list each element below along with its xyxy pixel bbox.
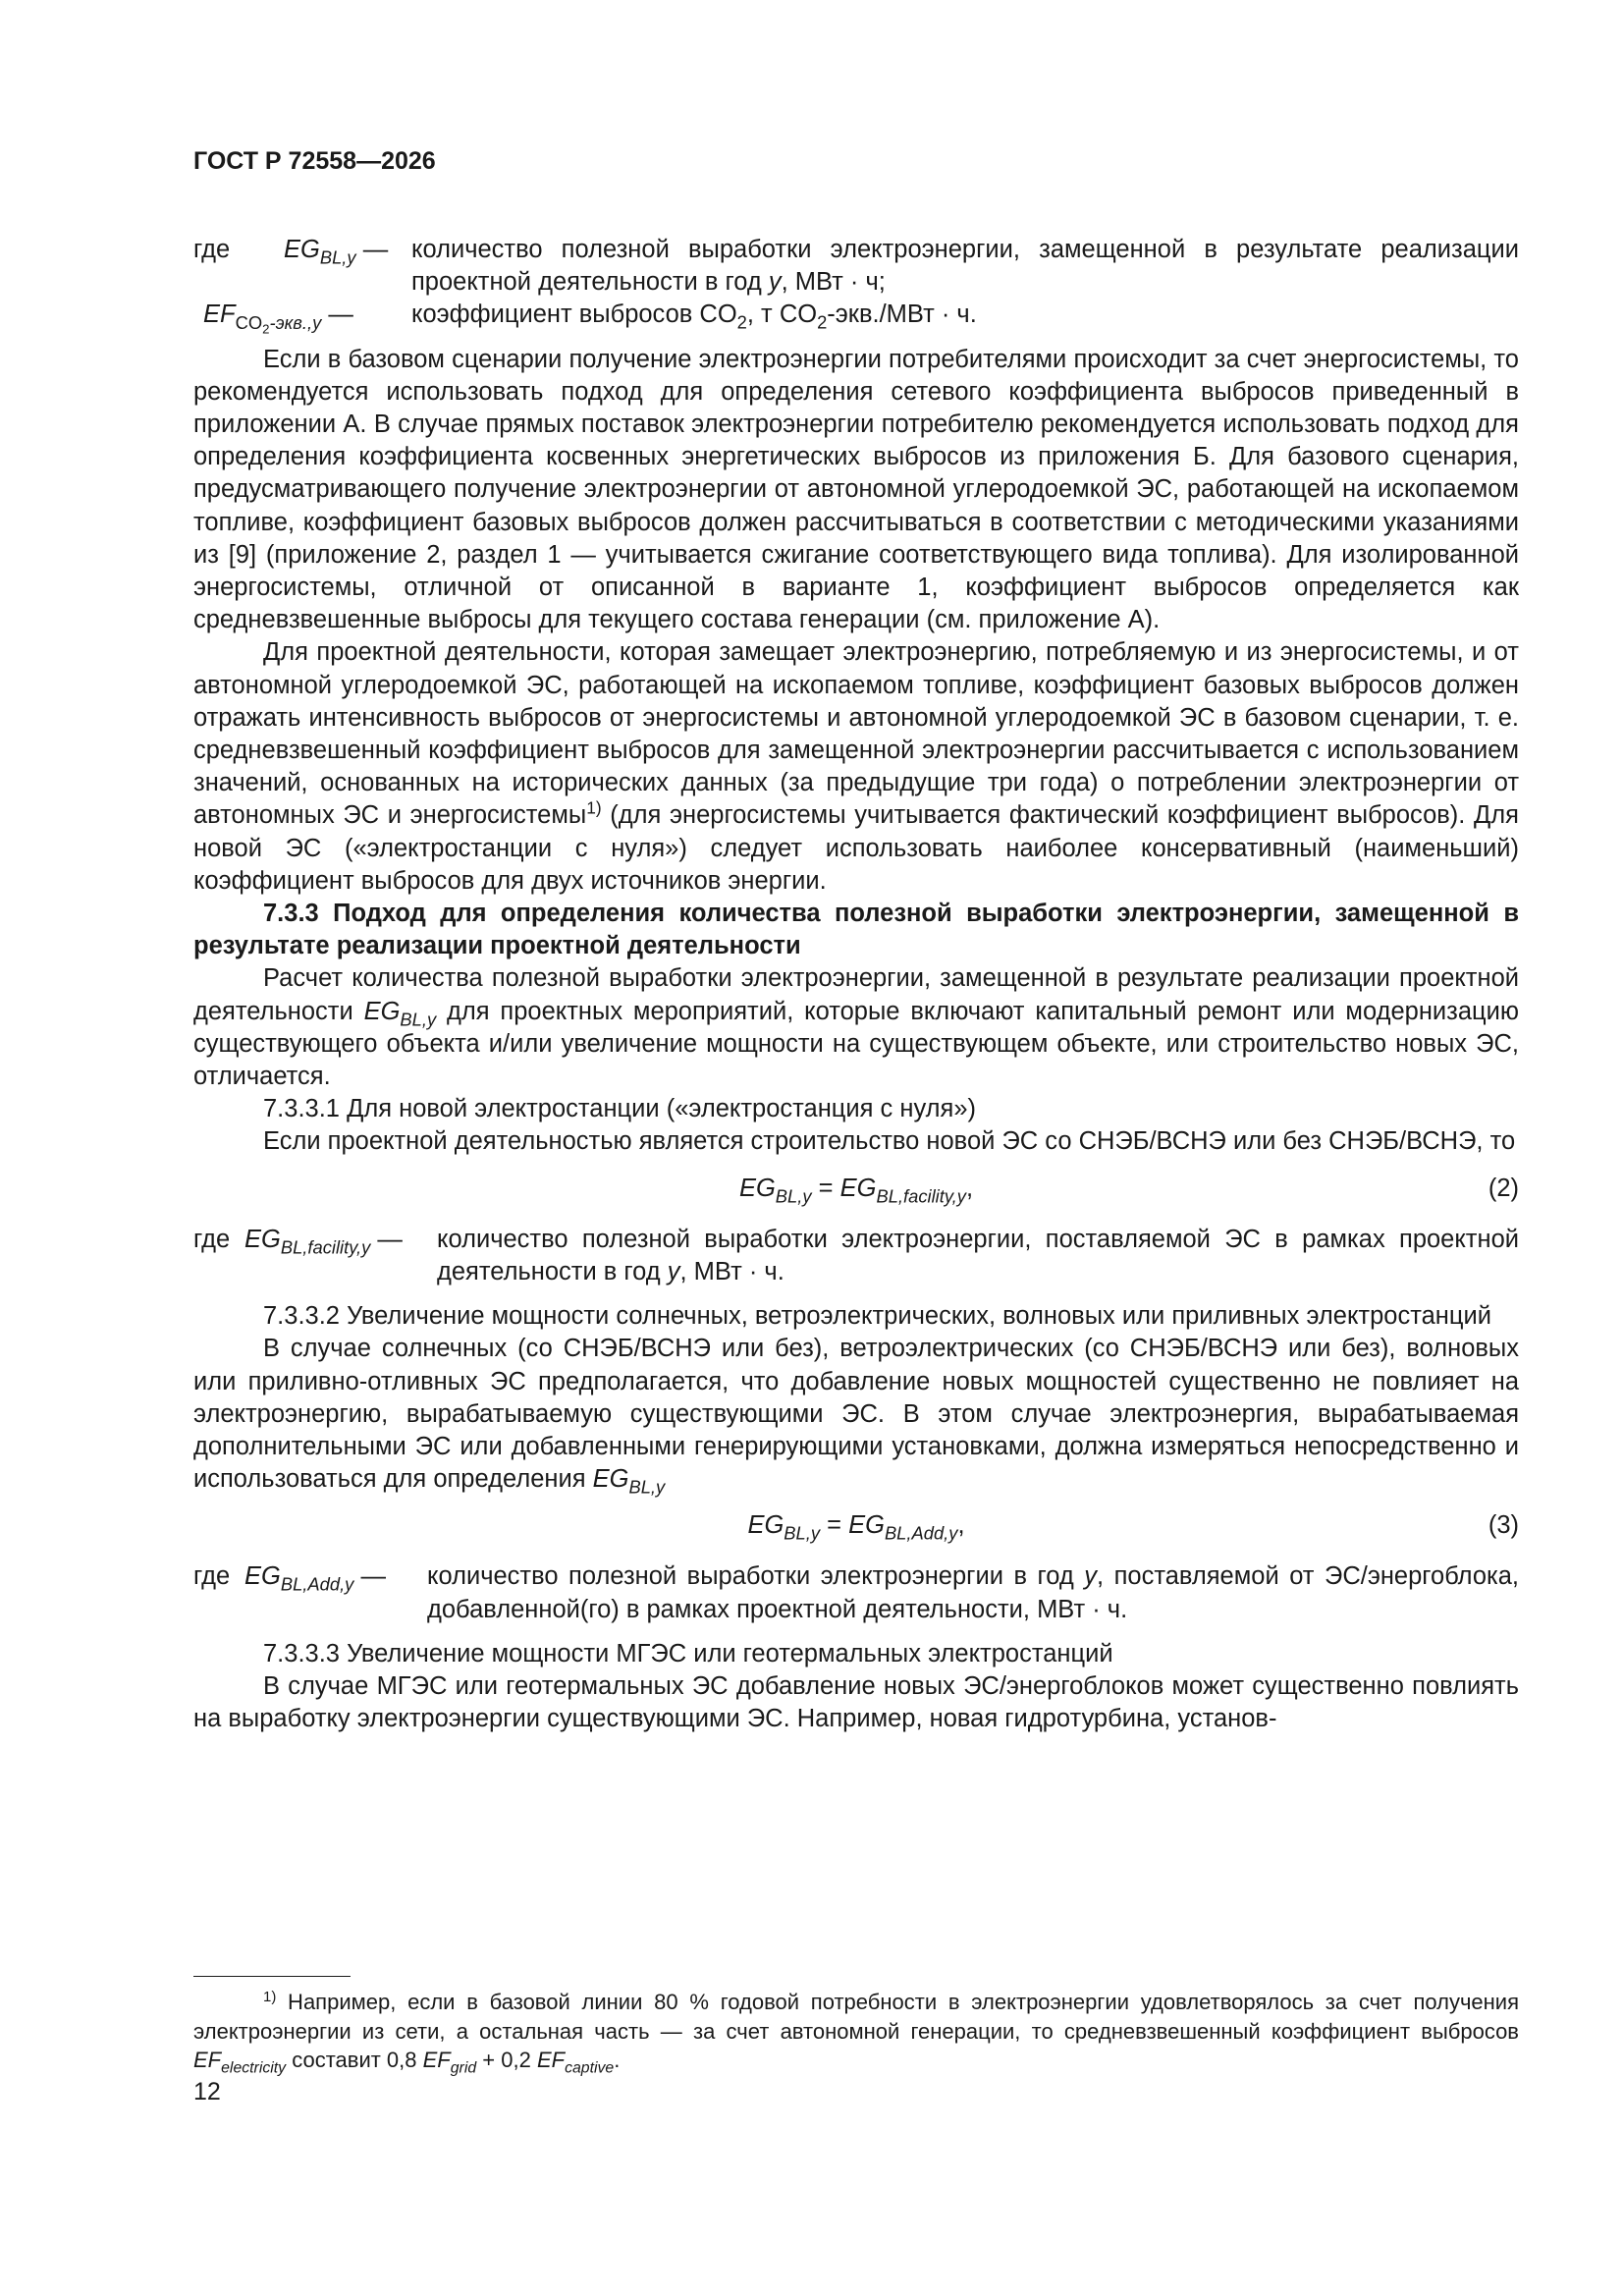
def-text-b: , МВт · ч. [679, 1257, 784, 1285]
footnote-text-a: Например, если в базовой линии 80 % годовой потребности в электроэнергии удовлетворялось за счет получения электроэнергии из сети, а остальная часть — за счет автономной генерации, то средневзвешенный коэффициент выбросов [193, 1990, 1519, 2044]
eq-sign: = [811, 1174, 840, 1202]
where-label: где [193, 1225, 231, 1253]
def-text-y: y [1084, 1562, 1097, 1591]
def-text-b: , поставляемой от ЭС/энергоблока, добавленной(го) в рамках проектной деятельности, МВт · ч. [427, 1562, 1519, 1623]
definition-eg-add [193, 1560, 1519, 1625]
footnote-text-c: + 0,2 [476, 2048, 537, 2072]
def-text-sub: 2 [736, 311, 747, 333]
symbol-var: EG [244, 1225, 281, 1253]
symbol-sub: grid [450, 2059, 477, 2077]
symbol-var: EF [536, 2048, 566, 2072]
dash: — [362, 236, 389, 263]
equation-3-body [193, 1509, 1519, 1542]
eq-sign: = [820, 1511, 849, 1540]
subsection-title-7-3-3-2: 7.3.3.2 Увеличение мощности солнечных, ветроэлектрических, волновых или приливных электростанций [263, 1302, 1491, 1331]
paragraph-2 [193, 636, 1519, 898]
paragraph-3-b: для проектных мероприятий, которые включают капитальный ремонт или модернизацию существующего объекта и/или увеличение мощности на существующем объекте, или строительство новых ЭС, отличается. [193, 997, 1519, 1091]
subsection-title-7-3-3-1: 7.3.3.1 Для новой электростанции («электростанция с нуля») [263, 1095, 977, 1123]
definition-ef-co2 [193, 299, 1519, 337]
definition-symbol [244, 1224, 437, 1288]
symbol-sub: BL,Add,y [280, 1573, 354, 1595]
equation-number: (2) [1488, 1174, 1519, 1202]
symbol-var: EG [363, 997, 401, 1025]
document-header: ГОСТ Р 72558—2026 [193, 147, 436, 175]
paragraph-2-b: (для энергосистемы учитывается фактический коэффициент выбросов). Для новой ЭС («электростанции с нуля») следует использовать наиболее консервативный (наименьший) коэффициент выбросов для двух источников энергии. [193, 801, 1519, 895]
symbol-sub: BL,y [628, 1476, 666, 1498]
paragraph-2-a: Для проектной деятельности, которая замещает электроэнергию, потребляемую и из энергосистемы, и от автономной углеродоемкой ЭС, работающей на ископаемом топливе, коэффициент базовых выбросов должен отражать интенсивность выбросов от энергосистемы и автономной углеродоемкой ЭС в базовом сценарии, т. е. средневзвешенный коэффициент выбросов для замещенной электроэнергии рассчитывается с использованием значений, основанных на исторических данных (за предыдущие три года) о потреблении электроэнергии от автономных ЭС и энергосистемы [193, 638, 1519, 830]
footnote-text [193, 1988, 1519, 2075]
paragraph-3 [193, 962, 1519, 1093]
subsection-title-7-3-3-3: 7.3.3.3 Увеличение мощности МГЭС или геотермальных электростанций [263, 1639, 1113, 1667]
definition-eg-facility [193, 1224, 1519, 1288]
eq-rhs: EG [839, 1174, 877, 1202]
def-text-b: , МВт · ч; [781, 268, 886, 297]
symbol-var: EG [284, 236, 320, 263]
def-text-a: количество полезной выработки электроэнергии, поставляемой ЭС в рамках проектной деятельности в год [437, 1225, 1519, 1285]
def-text-a: количество полезной выработки электроэнергии, замещенной в результате реализации проектной деятельности в год [411, 236, 1519, 297]
definition-text [411, 234, 1519, 299]
definition-text [437, 1224, 1519, 1288]
def-text-sub2: 2 [817, 311, 828, 333]
def-text-a: количество полезной выработки электроэнергии в год [427, 1562, 1085, 1591]
section-heading-7-3-3: 7.3.3 Подход для определения количества полезной выработки электроэнергии, замещенной в результате реализации проектной деятельности [193, 900, 1519, 960]
eq-lhs-sub: BL,y [784, 1522, 821, 1544]
footnote-ref: 1) [586, 797, 602, 818]
symbol-sub-pre: CO [235, 311, 263, 333]
eq-tail: , [965, 1174, 974, 1202]
dash: — [360, 1562, 386, 1591]
definition-text [411, 299, 1519, 331]
paragraph-1: Если в базовом сценарии получение электроэнергии потребителями происходит за счет энергосистемы, то рекомендуется использовать подход для определения сетевого коэффициента выбросов приведенный в приложении А. В случае прямых поставок электроэнергии потребителю рекомендуется использовать подход для определения коэффициента косвенных энергетических выбросов из приложения Б. Для базового сценария, предусматривающего получение электроэнергии от автономной углеродоемкой ЭС, работающей на ископаемом топливе, коэффициент базовых выбросов должен рассчитываться в соответствии с методическими указаниями из [9] (приложение 2, раздел 1 — учитывается сжигание соответствующего вида топлива). Для изолированной энергосистемы, отличной от описанной в варианте 1, коэффициент выбросов определяется как средневзвешенные выбросы для текущего состава генерации (см. приложение А). [193, 345, 1519, 634]
equation-2 [193, 1159, 1519, 1214]
def-text-c: -экв./МВт · ч. [827, 301, 977, 329]
eq-lhs-sub: BL,y [775, 1185, 812, 1207]
def-text-y: y [768, 268, 782, 297]
symbol-var: EF [203, 301, 236, 329]
footnote-text-b: составит 0,8 [286, 2048, 423, 2072]
equation-number: (3) [1488, 1511, 1519, 1540]
dash: — [377, 1225, 403, 1253]
footnote-text-d: . [614, 2048, 621, 2072]
where-label: где [193, 1562, 231, 1591]
definition-symbol [203, 299, 411, 337]
dash: — [328, 301, 353, 329]
symbol-sub-mid: 2 [262, 321, 270, 337]
eq-tail: , [957, 1511, 965, 1540]
symbol-sub: BL,y [319, 246, 356, 268]
footnote-separator [193, 1976, 351, 1977]
eq-rhs-sub: BL,facility,y [876, 1185, 966, 1207]
paragraph-text: В случае солнечных (со СНЭБ/ВСНЭ или без), ветроэлектрических (со СНЭБ/ВСНЭ или без), волновых или приливно-отливных ЭС предполагается, что добавление новых мощностей существенно не повлияет на электроэнергию, вырабатываемую существующими ЭС. В этом случае электроэнергия, вырабатываемая дополнительными ЭС или добавленными генерирующими установками, должна измеряться непосредственно и использоваться для определения [193, 1335, 1519, 1494]
where-label: где [193, 236, 231, 263]
eq-rhs-sub: BL,Add,y [884, 1522, 958, 1544]
eq-rhs: EG [848, 1511, 885, 1540]
definition-eg-bl-y [193, 234, 1519, 299]
symbol-sub: BL,y [400, 1009, 437, 1030]
eq-lhs: EG [738, 1174, 776, 1202]
definition-symbol [284, 234, 411, 299]
symbol-sub-post: -экв.,y [269, 311, 322, 333]
footnote-mark: 1) [263, 1988, 277, 2005]
symbol-var: EG [592, 1465, 629, 1494]
subsection-paragraph-7-3-3-1: Если проектной деятельностью является строительство новой ЭС со СНЭБ/ВСНЭ или без СНЭБ/ВСНЭ, то [263, 1127, 1516, 1156]
def-text: коэффициент выбросов CO [411, 301, 737, 329]
equation-3 [193, 1496, 1519, 1551]
symbol-sub: electricity [221, 2059, 287, 2077]
definition-symbol [244, 1560, 427, 1625]
symbol-var: EG [244, 1562, 281, 1591]
eq-lhs: EG [747, 1511, 784, 1540]
symbol-var: EF [422, 2048, 451, 2072]
symbol-var: EF [193, 2048, 222, 2072]
subsection-paragraph-7-3-3-3: В случае МГЭС или геотермальных ЭС добавление новых ЭС/энергоблоков может существенно повлиять на выработку электроэнергии существующими ЭС. Например, новая гидротурбина, установ- [193, 1671, 1519, 1733]
symbol-sub: BL,facility,y [280, 1236, 371, 1258]
def-text-b: , т CO [746, 301, 818, 329]
equation-2-body [193, 1173, 1519, 1205]
definition-text [427, 1560, 1519, 1625]
footnote [193, 1988, 1519, 2075]
paragraph-3-a: Расчет количества полезной выработки электроэнергии, замещенной в результате реализации проектной деятельности [193, 964, 1519, 1025]
main-content [193, 234, 1519, 1735]
subsection-paragraph-7-3-3-2 [193, 1333, 1519, 1496]
def-text-y: y [667, 1257, 680, 1285]
page-number: 12 [193, 2078, 221, 2105]
symbol-sub: captive [565, 2059, 615, 2077]
